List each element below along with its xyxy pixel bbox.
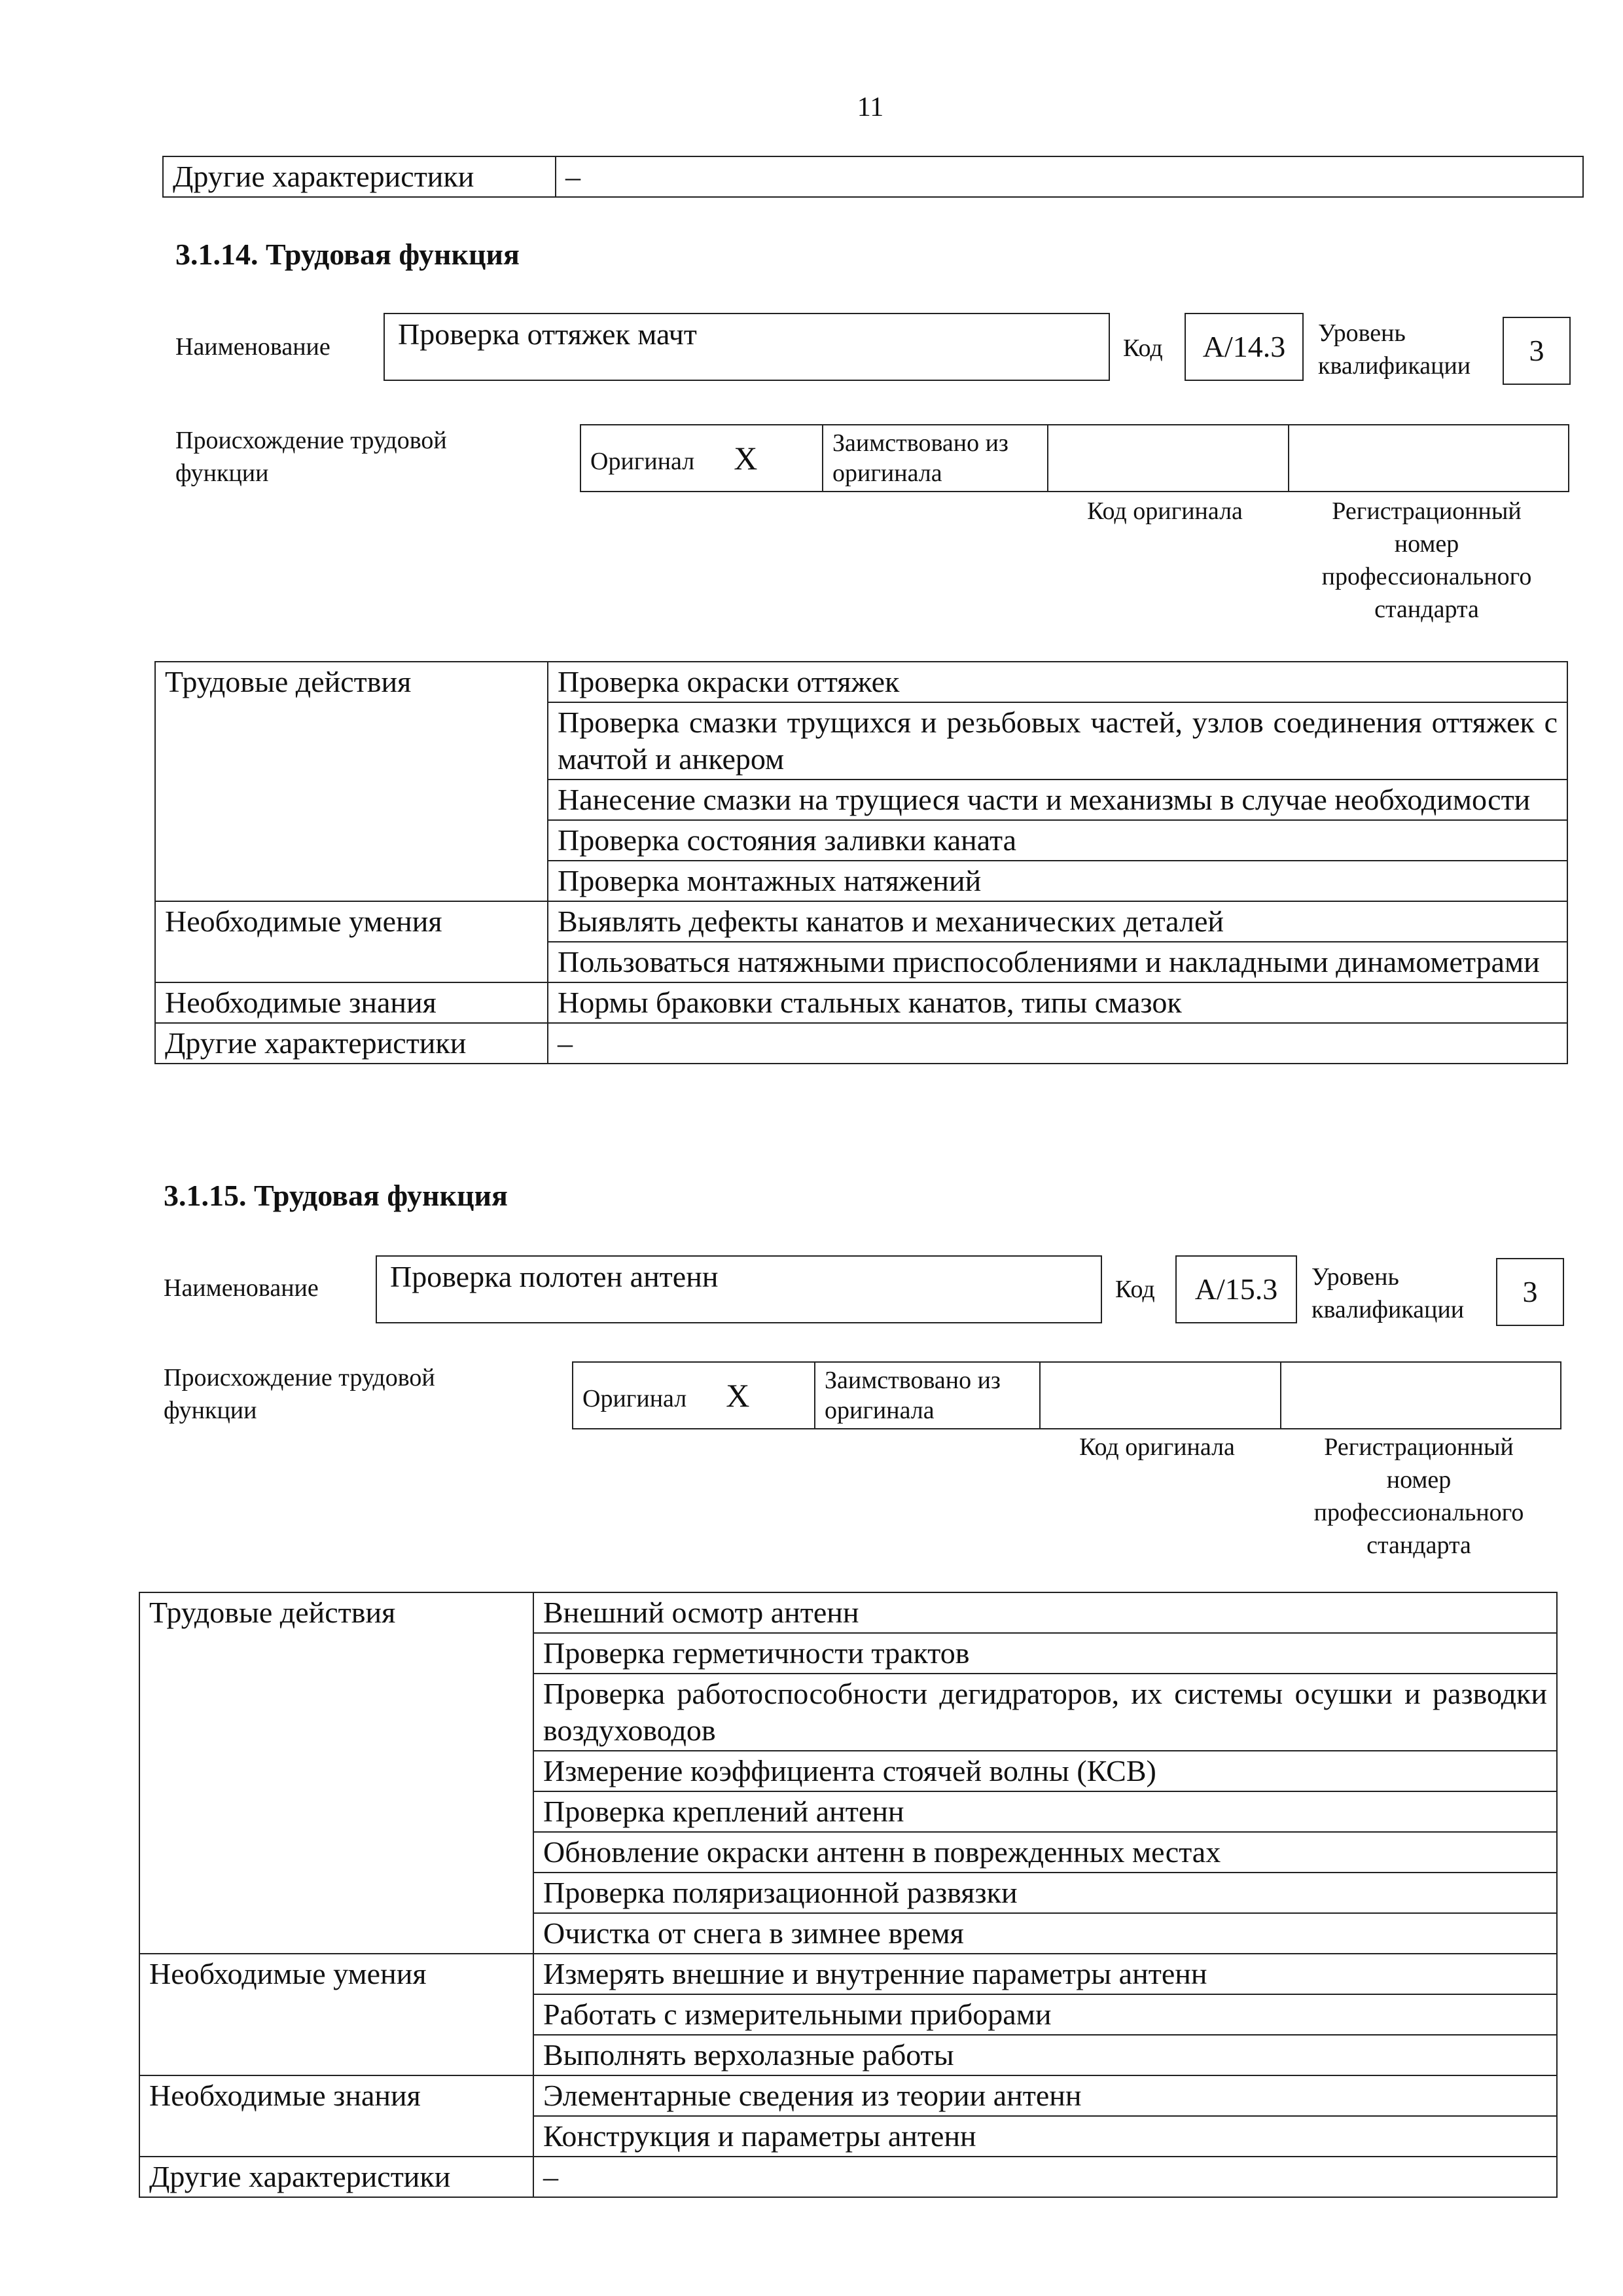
group-label: Необходимые знания (139, 2075, 533, 2157)
table-cell: Проверка состояния заливки каната (548, 820, 1567, 861)
group-label: Необходимые умения (155, 901, 548, 982)
table-cell: Проверка герметичности трактов (533, 1633, 1557, 1674)
group-label: Другие характеристики (139, 2157, 533, 2197)
code-value: А/15.3 (1194, 1272, 1278, 1306)
code-label: Код (1123, 334, 1163, 362)
table-row (155, 901, 1567, 942)
table-cell: Проверка смазки трущихся и резьбовых частей, узлов соединения оттяжек с мачтой и анкером (548, 702, 1567, 780)
function-name: Проверка оттяжек мачт (398, 317, 697, 351)
reg-caption-line2: номер (1386, 1466, 1452, 1494)
reg-caption-line3: профессионального (1313, 1499, 1524, 1526)
section-heading: 3.1.14. Трудовая функция (175, 238, 520, 271)
original-label: Оригинал (582, 1385, 687, 1412)
table-cell: Выполнять верхолазные работы (533, 2035, 1557, 2075)
table-cell: – (533, 2157, 1557, 2197)
code-value: А/14.3 (1202, 330, 1286, 363)
origin-label-line1: Происхождение трудовой (164, 1364, 435, 1391)
original-mark: X (726, 1377, 750, 1414)
borrowed-label-line1: Заимствовано из (825, 1367, 1001, 1394)
table-cell: Нанесение смазки на трущиеся части и механизмы в случае необходимости (548, 780, 1567, 820)
function-details-table (139, 1592, 1558, 2198)
name-label: Наименование (175, 333, 330, 361)
group-label: Необходимые умения (139, 1954, 533, 2075)
level-label-line2: квалификации (1318, 352, 1471, 380)
level-label-line1: Уровень (1318, 319, 1406, 347)
name-label: Наименование (164, 1274, 319, 1302)
code-original-cell (1040, 1362, 1281, 1429)
code-label: Код (1115, 1276, 1155, 1303)
table-cell: Обновление окраски антенн в поврежденных местах (533, 1832, 1557, 1873)
table-row (155, 1023, 1567, 1064)
registration-number-cell (1289, 425, 1569, 492)
borrowed-label-line2: оригинала (825, 1397, 935, 1424)
table-cell: Измерение коэффициента стоячей волны (КСВ) (533, 1751, 1557, 1791)
table-cell: Проверка работоспособности дегидраторов, их системы осушки и разводки воздуховодов (533, 1674, 1557, 1751)
registration-caption (1281, 1431, 1556, 1562)
reg-caption-line4: стандарта (1366, 1532, 1471, 1559)
table-cell: Работать с измерительными приборами (533, 1994, 1557, 2035)
reg-caption-line4: стандарта (1374, 596, 1479, 623)
table-cell: Измерять внешние и внутренние параметры антенн (533, 1954, 1557, 1994)
original-label: Оригинал (590, 448, 695, 475)
qualification-level-label (1311, 1261, 1464, 1326)
table-cell: Нормы браковки стальных канатов, типы смазок (548, 982, 1567, 1023)
origin-label-line2: функции (164, 1397, 257, 1424)
level-value: 3 (1522, 1275, 1538, 1308)
group-label: Трудовые действия (155, 662, 548, 901)
function-details-table (154, 661, 1568, 1064)
origin-label (164, 1361, 435, 1427)
table-row (155, 982, 1567, 1023)
borrowed-label-line2: оригинала (832, 459, 942, 487)
code-original-caption: Код оригинала (1087, 497, 1243, 525)
group-label: Необходимые знания (155, 982, 548, 1023)
level-value: 3 (1529, 334, 1544, 367)
table-row (155, 662, 1567, 702)
level-label-line1: Уровень (1311, 1263, 1399, 1291)
code-original-cell (1048, 425, 1289, 492)
registration-caption (1289, 495, 1564, 626)
level-label-line2: квалификации (1311, 1296, 1465, 1323)
qualification-level-label (1318, 317, 1471, 382)
group-label: Другие характеристики (155, 1023, 548, 1064)
table-cell: Проверка окраски оттяжек (548, 662, 1567, 702)
top-row-value: – (556, 156, 1583, 197)
section-heading: 3.1.15. Трудовая функция (164, 1179, 508, 1212)
table-cell: Внешний осмотр антенн (533, 1592, 1557, 1633)
reg-caption-line3: профессионального (1321, 563, 1532, 590)
origin-label-line1: Происхождение трудовой (175, 427, 447, 454)
origin-table (580, 424, 1569, 492)
table-cell: Проверка монтажных натяжений (548, 861, 1567, 901)
top-other-characteristics-table (162, 156, 1584, 198)
table-row (139, 1592, 1557, 1633)
borrowed-label-line1: Заимствовано из (832, 429, 1008, 457)
code-box (1175, 1255, 1297, 1323)
borrowed-cell (815, 1362, 1040, 1429)
origin-table (572, 1361, 1561, 1429)
table-cell: Выявлять дефекты канатов и механических деталей (548, 901, 1567, 942)
original-mark: X (734, 440, 758, 476)
registration-number-cell (1281, 1362, 1561, 1429)
level-box (1503, 317, 1571, 385)
reg-caption-line1: Регистрационный (1324, 1433, 1514, 1461)
group-label: Трудовые действия (139, 1592, 533, 1954)
function-name-box (383, 313, 1110, 381)
table-cell: Проверка поляризационной развязки (533, 1873, 1557, 1913)
table-cell: – (548, 1023, 1567, 1064)
reg-caption-line2: номер (1394, 530, 1459, 558)
reg-caption-line1: Регистрационный (1332, 497, 1522, 525)
table-row (139, 2075, 1557, 2116)
level-box (1496, 1258, 1564, 1326)
borrowed-cell (823, 425, 1048, 492)
table-row (139, 1954, 1557, 1994)
table-cell: Проверка креплений антенн (533, 1791, 1557, 1832)
table-cell: Очистка от снега в зимнее время (533, 1913, 1557, 1954)
top-row-label: Другие характеристики (163, 156, 556, 197)
function-name: Проверка полотен антенн (390, 1260, 719, 1293)
code-original-caption: Код оригинала (1079, 1433, 1235, 1461)
origin-label-line2: функции (175, 459, 269, 487)
original-cell (573, 1362, 815, 1429)
table-row (139, 2157, 1557, 2197)
table-cell: Конструкция и параметры антенн (533, 2116, 1557, 2157)
code-box (1185, 313, 1304, 381)
page-number: 11 (857, 92, 884, 122)
original-cell (580, 425, 823, 492)
origin-label (175, 424, 447, 490)
function-name-box (376, 1255, 1102, 1323)
table-cell: Элементарные сведения из теории антенн (533, 2075, 1557, 2116)
table-cell: Пользоваться натяжными приспособлениями и накладными динамометрами (548, 942, 1567, 982)
